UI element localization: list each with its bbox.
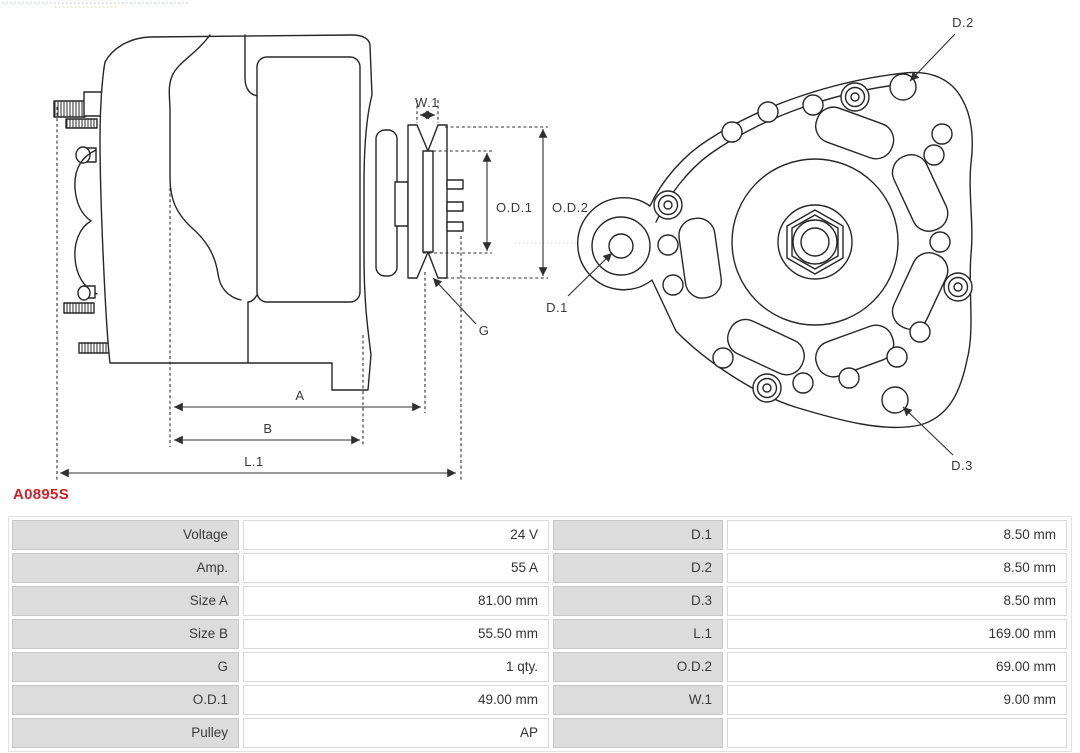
spec-table [8,516,1072,752]
spec-label: Pulley [12,718,239,748]
spec-value: 49.00 mm [243,685,549,715]
dim-label-d2: D.2 [952,15,974,30]
dim-label-d1: D.1 [546,300,568,315]
spec-label: O.D.2 [553,652,723,682]
spec-value: 81.00 mm [243,586,549,616]
spec-value: 9.00 mm [727,685,1067,715]
spec-label: D.1 [553,520,723,550]
spec-label: D.3 [553,586,723,616]
bolt-hole-d3 [882,387,908,413]
spec-label: G [12,652,239,682]
spec-label: Amp. [12,553,239,583]
spec-label: Voltage [12,520,239,550]
bolt-hole-d1 [609,234,633,258]
shaft-splines [447,180,463,231]
spec-value: 1 qty. [243,652,549,682]
dim-label-g: G [478,323,490,338]
spec-value: 8.50 mm [727,586,1067,616]
spec-value: 24 V [243,520,549,550]
dim-label-l1: L.1 [244,454,264,469]
spec-value: 169.00 mm [727,619,1067,649]
front-view-drawing [578,72,973,427]
spec-value: 55 A [243,553,549,583]
spec-label: Size A [12,586,239,616]
spec-label: Size B [12,619,239,649]
spec-value [727,718,1067,748]
dim-label-b: B [263,421,273,436]
part-number: A0895S [13,486,70,503]
spec-label: L.1 [553,619,723,649]
dim-label-a: A [295,388,305,403]
spec-label [553,718,723,748]
spec-label: D.2 [553,553,723,583]
dim-label-d3: D.3 [951,458,973,473]
spec-label: W.1 [553,685,723,715]
side-view-drawing [54,35,463,390]
dim-label-od2: O.D.2 [552,200,589,215]
spec-value: AP [243,718,549,748]
spec-value: 8.50 mm [727,553,1067,583]
bolt-hole-d2 [890,74,916,100]
spec-value: 55.50 mm [243,619,549,649]
spec-value: 69.00 mm [727,652,1067,682]
spec-label: O.D.1 [12,685,239,715]
dim-label-od1: O.D.1 [496,200,533,215]
dim-label-w1: W.1 [415,95,439,110]
spec-value: 8.50 mm [727,520,1067,550]
rotor-hub [732,159,898,325]
